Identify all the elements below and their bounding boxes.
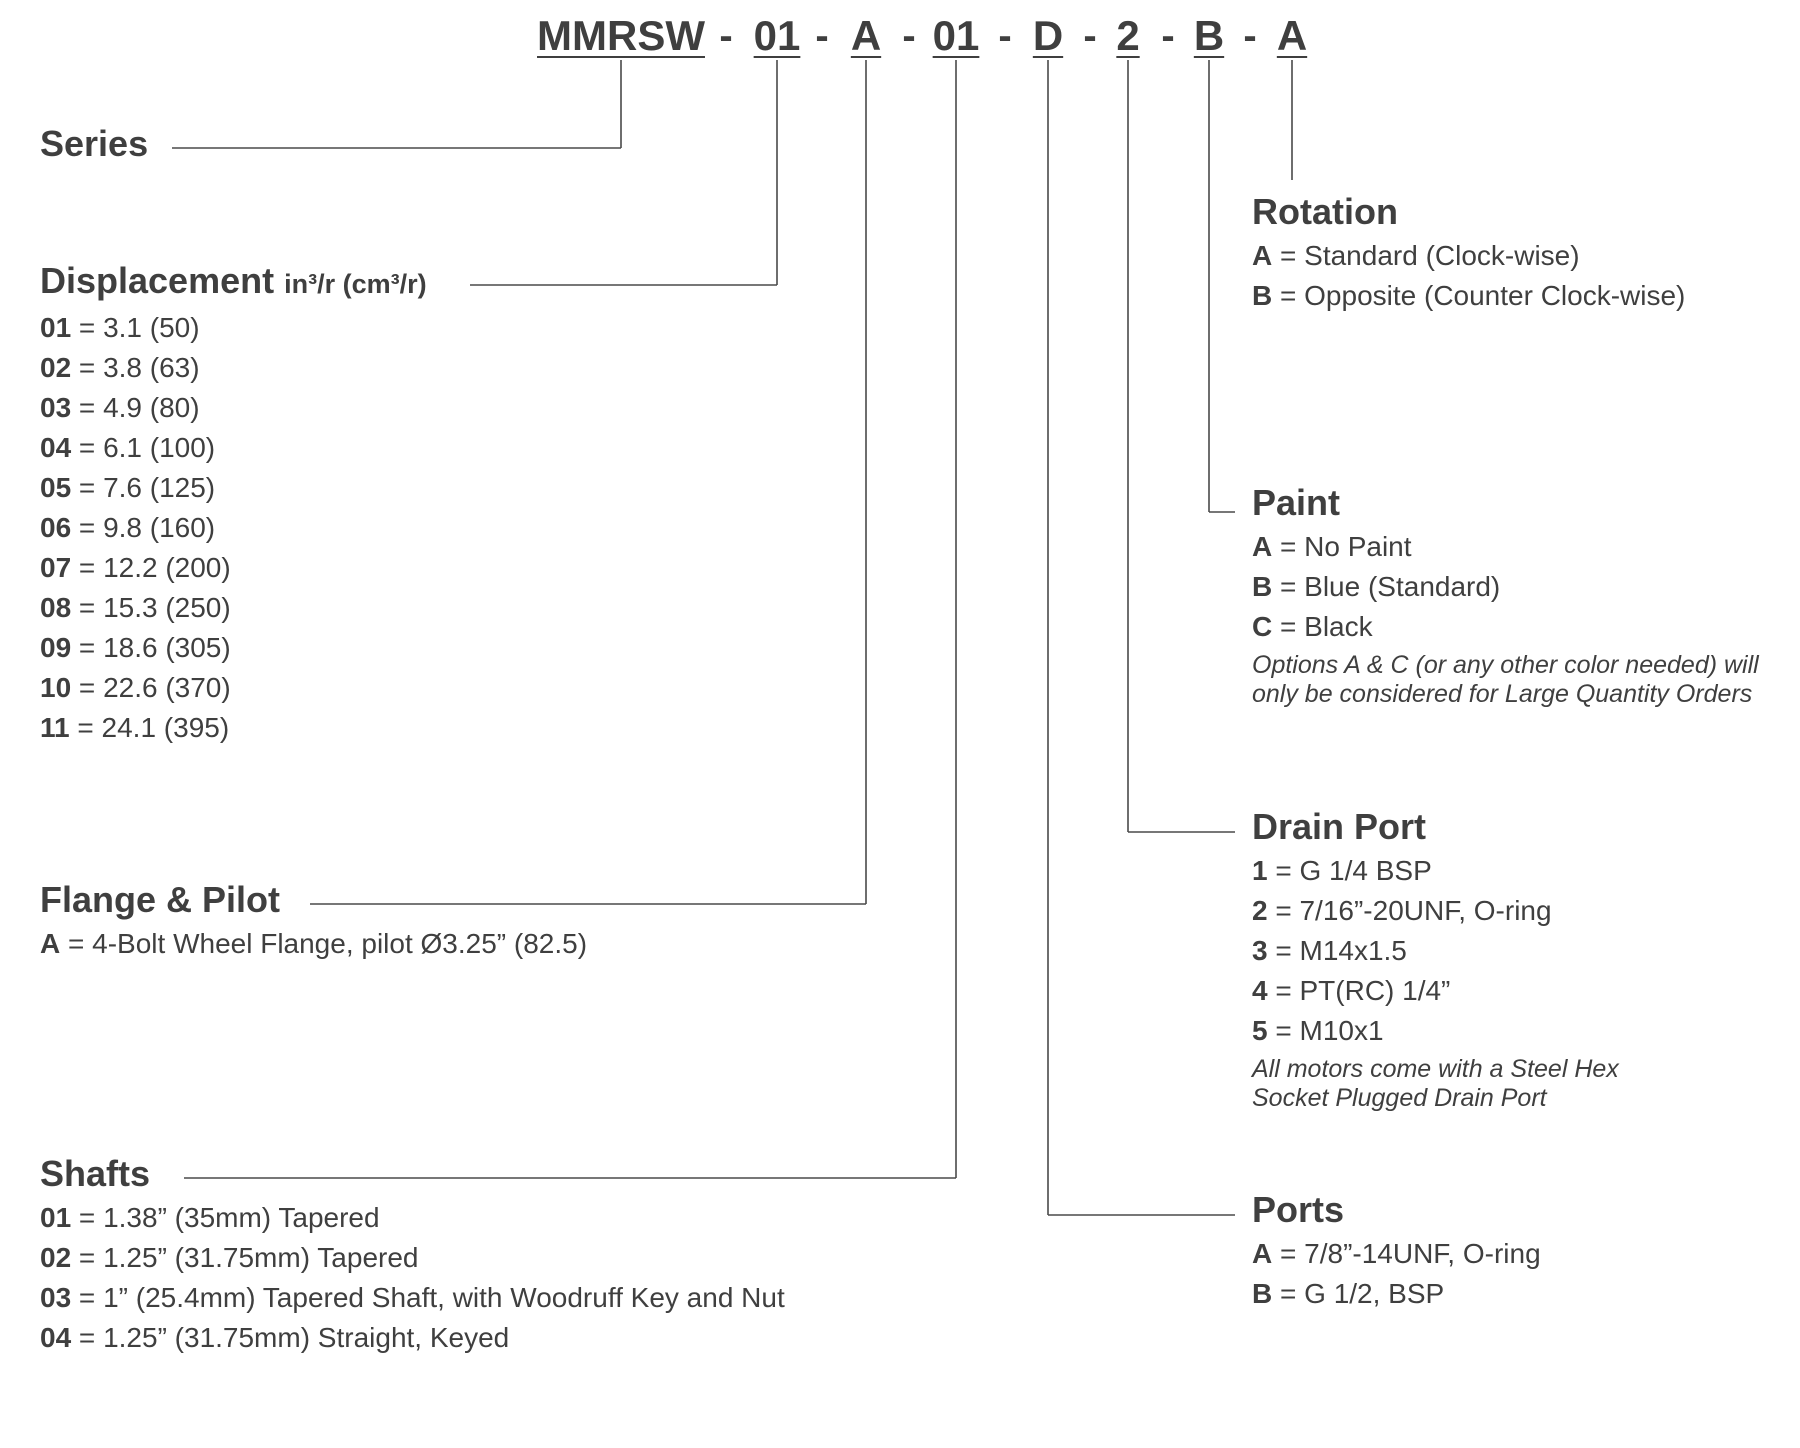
option-row: [40, 308, 427, 348]
option-code: 07: [40, 552, 72, 583]
code-separator: -: [719, 14, 733, 58]
paint-note-line: Options A & C (or any other color needed) will: [1252, 651, 1759, 679]
option-row: [40, 1198, 785, 1238]
option-text: = 3.1 (50): [71, 312, 200, 343]
option-code: 02: [40, 1242, 72, 1273]
option-row: [1252, 236, 1685, 276]
code-part-flange: A: [850, 12, 882, 59]
option-code: 5: [1252, 1015, 1268, 1046]
option-code: 4: [1252, 975, 1268, 1006]
option-code: B: [1252, 280, 1273, 311]
option-code: 04: [40, 432, 72, 463]
series-section: [40, 122, 148, 168]
option-code: 3: [1252, 935, 1268, 966]
paint-title: Paint: [1252, 482, 1341, 523]
flange-title: Flange & Pilot: [40, 879, 281, 920]
drain-port-note-line: Socket Plugged Drain Port: [1252, 1084, 1547, 1112]
code-part-series: MMRSW: [537, 12, 705, 59]
option-row: [40, 428, 427, 468]
option-row: [40, 468, 427, 508]
code-separator: -: [1083, 14, 1097, 58]
option-row: [40, 628, 427, 668]
code-part-rotation: A: [1276, 12, 1308, 59]
option-text: = M10x1: [1267, 1015, 1384, 1046]
option-text: = Standard (Clock-wise): [1272, 240, 1580, 271]
option-code: 03: [40, 392, 72, 423]
code-separator: -: [998, 14, 1012, 58]
option-row: [40, 668, 427, 708]
option-text: = 6.1 (100): [71, 432, 216, 463]
code-part-shafts: 01: [932, 12, 980, 59]
option-row: [1252, 276, 1685, 316]
paint-note-line: only be considered for Large Quantity Orders: [1252, 680, 1753, 708]
option-code: 11: [40, 712, 70, 743]
option-row: [1252, 891, 1619, 931]
option-row: [1252, 1234, 1541, 1274]
option-code: 03: [40, 1282, 72, 1313]
option-text: = 1.38” (35mm) Tapered: [71, 1202, 380, 1233]
option-row: [40, 1238, 785, 1278]
option-text: = 24.1 (395): [69, 712, 230, 743]
option-text: = 9.8 (160): [71, 512, 216, 543]
flange-section: [40, 878, 587, 964]
option-code: C: [1252, 611, 1273, 642]
displacement-title: [40, 259, 427, 306]
option-row: [40, 708, 427, 748]
drain-port-note-line: All motors come with a Steel Hex: [1252, 1055, 1619, 1083]
series-title: Series: [40, 123, 149, 164]
option-code: 05: [40, 472, 72, 503]
displacement-unit: in³/r (cm³/r): [284, 269, 427, 299]
option-row: [40, 388, 427, 428]
option-row: [1252, 931, 1619, 971]
shafts-title: Shafts: [40, 1153, 151, 1194]
code-part-ports: D: [1032, 12, 1064, 59]
option-text: = 7/8”-14UNF, O-ring: [1272, 1238, 1541, 1269]
option-row: [1252, 1011, 1619, 1051]
shafts-section: [40, 1152, 785, 1358]
code-separator: -: [1161, 14, 1175, 58]
rotation-title: Rotation: [1252, 191, 1398, 232]
ports-title: Ports: [1252, 1189, 1345, 1230]
option-text: = 7/16”-20UNF, O-ring: [1267, 895, 1552, 926]
option-row: [1252, 1274, 1541, 1314]
displacement-title-text: Displacement: [40, 260, 275, 301]
option-code: 02: [40, 352, 72, 383]
option-row: [40, 508, 427, 548]
ports-section: [1252, 1188, 1541, 1314]
option-code: B: [1252, 571, 1273, 602]
option-row: [40, 588, 427, 628]
option-text: = PT(RC) 1/4”: [1267, 975, 1451, 1006]
option-text: = 12.2 (200): [71, 552, 231, 583]
option-code: A: [40, 928, 61, 959]
option-row: [40, 348, 427, 388]
option-text: = 7.6 (125): [71, 472, 216, 503]
option-text: = 4-Bolt Wheel Flange, pilot Ø3.25” (82.5): [60, 928, 588, 959]
option-row: [40, 548, 427, 588]
option-text: = M14x1.5: [1267, 935, 1407, 966]
drain-port-title: Drain Port: [1252, 806, 1427, 847]
option-text: = 18.6 (305): [71, 632, 231, 663]
option-text: = Opposite (Counter Clock-wise): [1272, 280, 1686, 311]
code-part-drain-port: 2: [1116, 12, 1140, 59]
option-text: = Blue (Standard): [1272, 571, 1501, 602]
option-row: [1252, 851, 1619, 891]
option-code: A: [1252, 240, 1273, 271]
option-text: = G 1/2, BSP: [1272, 1278, 1445, 1309]
option-row: [40, 1278, 785, 1318]
option-row: [1252, 971, 1619, 1011]
option-code: 01: [40, 1202, 72, 1233]
option-text: = 15.3 (250): [71, 592, 231, 623]
paint-section: [1252, 481, 1759, 709]
option-text: = G 1/4 BSP: [1267, 855, 1432, 886]
option-code: 08: [40, 592, 72, 623]
option-code: A: [1252, 531, 1273, 562]
code-separator: -: [815, 14, 829, 58]
option-text: = 1” (25.4mm) Tapered Shaft, with Woodruff Key and Nut: [71, 1282, 785, 1313]
option-code: A: [1252, 1238, 1273, 1269]
option-code: 1: [1252, 855, 1268, 886]
rotation-section: [1252, 190, 1685, 316]
option-row: [40, 924, 587, 964]
option-text: = 4.9 (80): [71, 392, 200, 423]
option-code: 01: [40, 312, 72, 343]
code-part-displacement: 01: [753, 12, 801, 59]
option-text: = 22.6 (370): [71, 672, 231, 703]
option-code: B: [1252, 1278, 1273, 1309]
code-separator: -: [1243, 14, 1257, 58]
displacement-section: [40, 259, 427, 748]
option-row: [40, 1318, 785, 1358]
option-row: [1252, 607, 1759, 647]
drain-port-note: [1252, 1055, 1619, 1113]
drain-port-section: [1252, 805, 1619, 1113]
option-text: = 1.25” (31.75mm) Tapered: [71, 1242, 419, 1273]
displacement-options: [40, 308, 427, 748]
option-text: = 3.8 (63): [71, 352, 200, 383]
option-text: = 1.25” (31.75mm) Straight, Keyed: [71, 1322, 510, 1353]
option-code: 06: [40, 512, 72, 543]
paint-note: [1252, 651, 1759, 709]
option-code: 09: [40, 632, 72, 663]
code-part-paint: B: [1193, 12, 1225, 59]
option-code: 10: [40, 672, 72, 703]
option-code: 2: [1252, 895, 1268, 926]
option-code: 04: [40, 1322, 72, 1353]
option-row: [1252, 527, 1759, 567]
option-text: = Black: [1272, 611, 1373, 642]
code-separator: -: [902, 14, 916, 58]
option-text: = No Paint: [1272, 531, 1412, 562]
option-row: [1252, 567, 1759, 607]
